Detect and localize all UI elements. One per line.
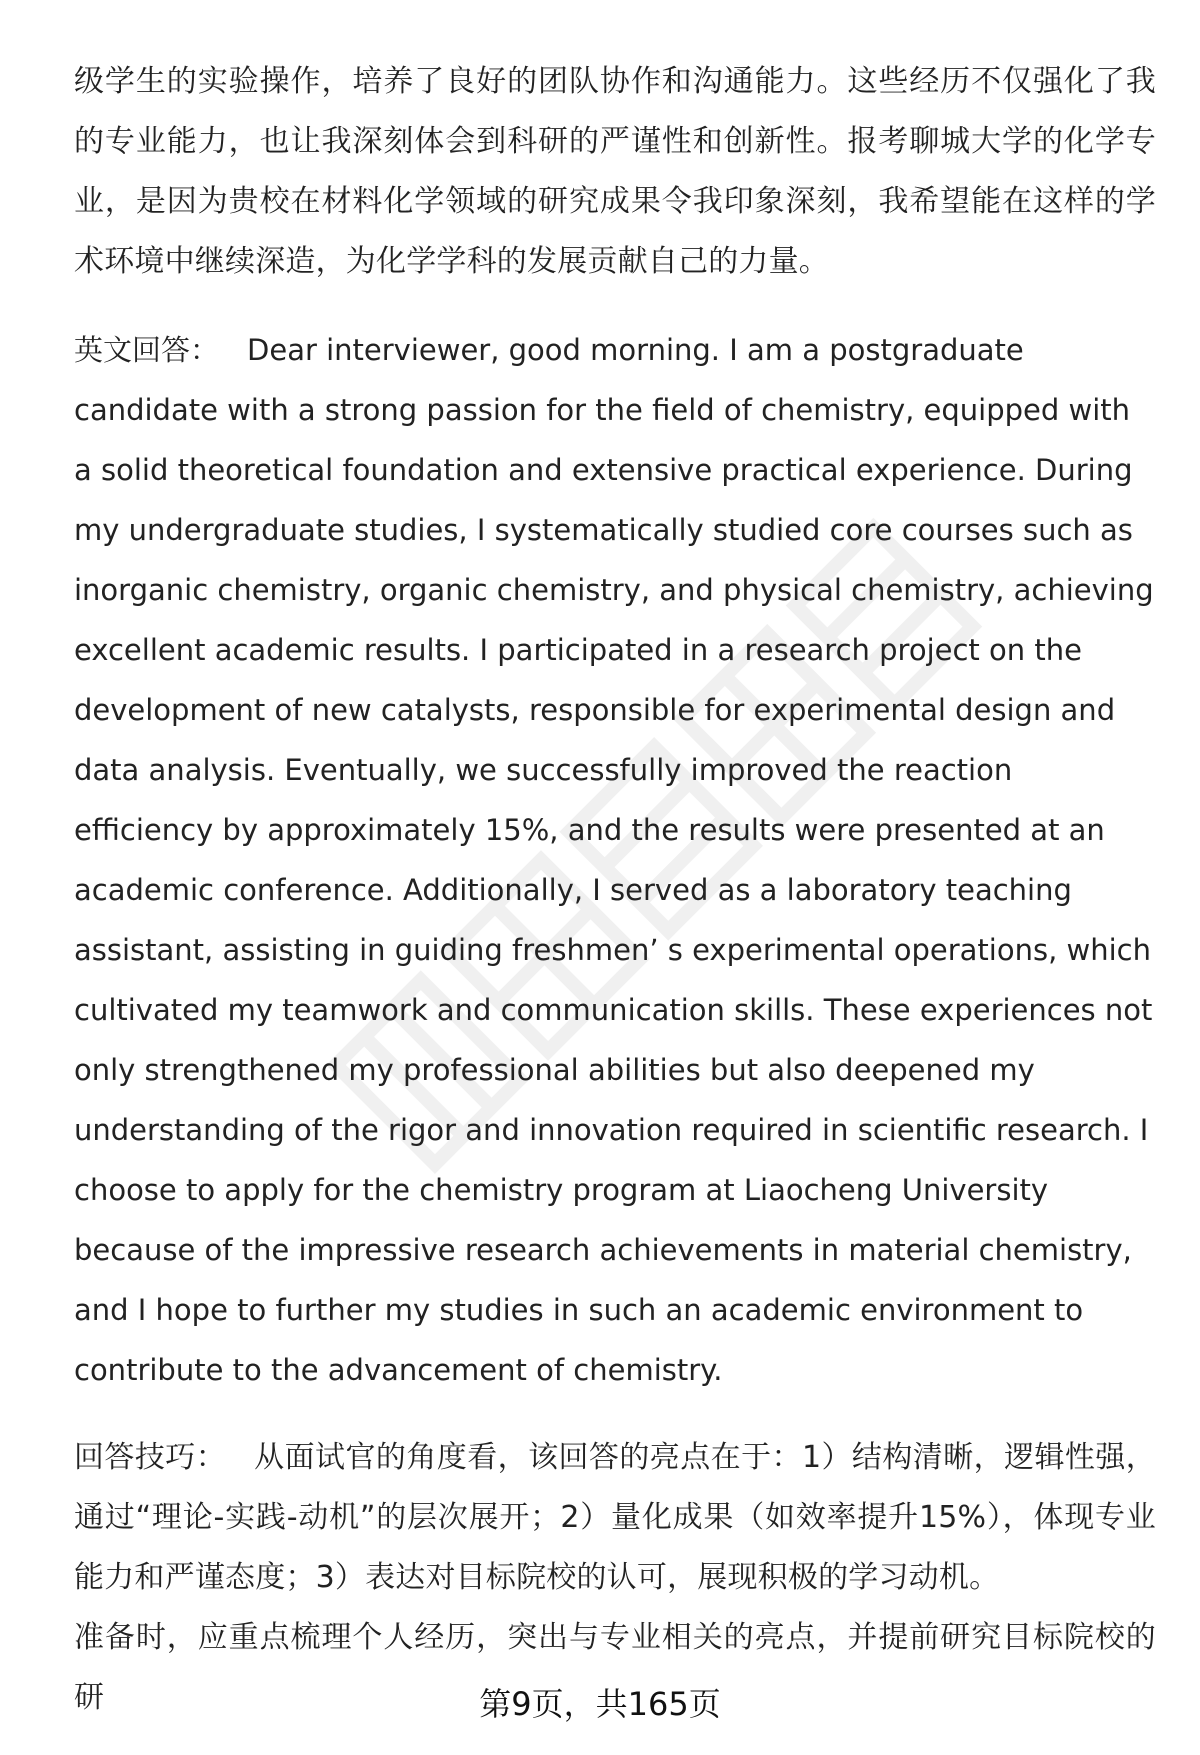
paragraph-preparation: 准备时，应重点梳理个人经历，突出与专业相关的亮点，并提前研究目标院校的研: [74, 1620, 1156, 1715]
document-body: [74, 52, 1156, 1728]
paragraph-english-answer: [74, 320, 1156, 1400]
english-answer-label: 英文回答：: [74, 333, 220, 367]
english-answer-text: Dear interviewer, good morning. I am a postgraduate candidate with a strong passion for the field of chemistry, equipped with a solid theoretical foundation and extensive practical experience. During my undergraduate studies, I systematically studied core courses such as inorganic chemistry, organic chemistry, and physical chemistry, achieving excellent academic results. I participated in a research project on the development of new catalysts, responsible for experimental design and data analysis. Eventually, we successfully improved the reaction efficiency by approximately 15%, and the results were presented at an academic conference. Additionally, I served as a laboratory teaching assistant, assisting in guiding freshmen’ s experimental operations, which cultivated my teamwork and communication skills. These experiences not only strengthened my professional abilities but also deepened my understanding of the rigor and innovation required in scientific research. I choose to apply for the chemistry program at Liaocheng University because of the impressive research achievements in material chemistry, and I hope to further my studies in such an academic environment to contribute to the advancement of chemistry.: [74, 333, 1154, 1387]
page-number: 第9页，共165页: [479, 1685, 721, 1723]
answer-tips-text: 从面试官的角度看，该回答的亮点在于：1）结构清晰，逻辑性强，通过“理论-实践-动机”的层次展开；2）量化成果（如效率提升15%），体现专业能力和严谨态度；3）表达对目标院校的认可，展现积极的学习动机。: [74, 1440, 1157, 1595]
paragraph-chinese-intro: 级学生的实验操作，培养了良好的团队协作和沟通能力。这些经历不仅强化了我的专业能力，也让我深刻体会到科研的严谨性和创新性。报考聊城大学的化学专业，是因为贵校在材料化学领域的研究成果令我印象深刻，我希望能在这样的学术环境中继续深造，为化学学科的发展贡献自己的力量。: [74, 64, 1156, 279]
answer-tips-label: 回答技巧：: [74, 1440, 227, 1475]
paragraph-answer-tips: [74, 1428, 1156, 1608]
